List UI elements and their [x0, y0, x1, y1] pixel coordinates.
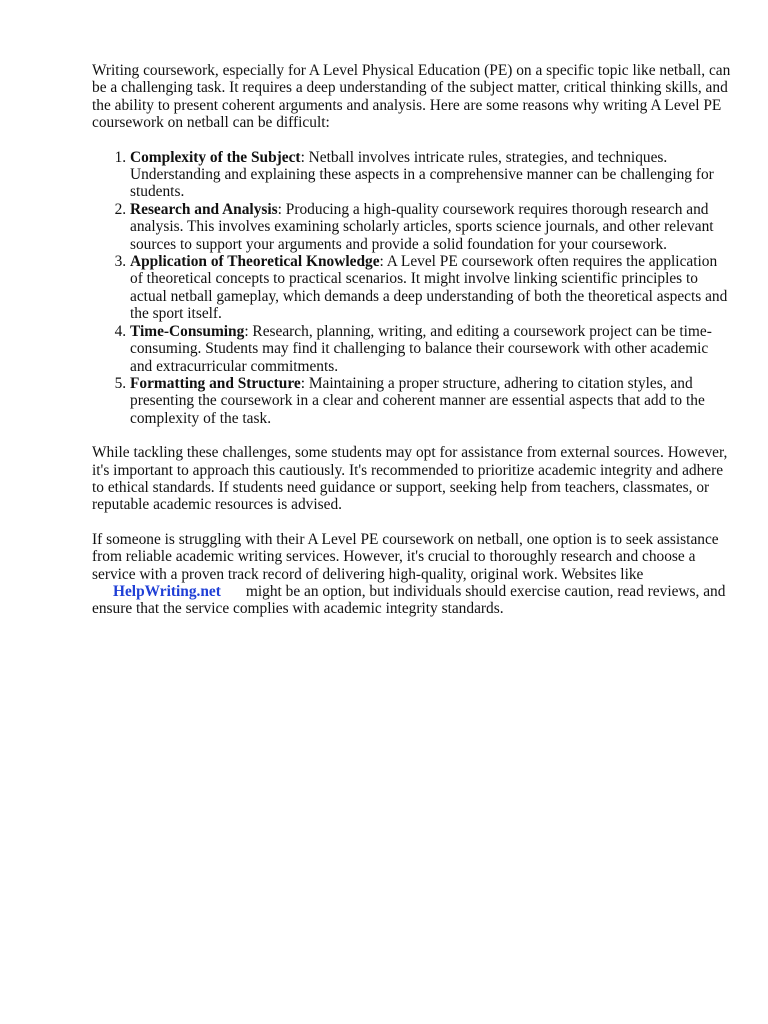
list-item-text: : Producing a high-quality coursework requires thorough research and analysis. This involves examining scholarly articles, sports science journals, and other relevant sources to support your arguments and provide a solid foundation for your coursework. [130, 200, 714, 253]
list-item [130, 149, 732, 201]
list-item [130, 375, 732, 427]
list-item-term: Time-Consuming [130, 322, 245, 340]
assistance-paragraph: While tackling these challenges, some students may opt for assistance from external sources. However, it's important to approach this cautiously. It's recommended to prioritize academic integrity and adhere to ethical standards. If students need guidance or support, seeking help from teachers, classmates, or reputable academic resources is advised. [92, 444, 728, 514]
document-body [92, 62, 732, 618]
intro-paragraph: Writing coursework, especially for A Level Physical Education (PE) on a specific topic like netball, can be a challenging task. It requires a deep understanding of the subject matter, critical thinking skills, and the ability to present coherent arguments and analysis. Here are some reasons why writing A Level PE coursework on netball can be difficult: [92, 62, 731, 132]
list-item-term: Research and Analysis [130, 200, 278, 218]
list-item [130, 253, 732, 323]
list-item [130, 323, 732, 375]
services-paragraph-text-continued: might be an option, but individuals should exercise caution, read reviews, and ensure that the service complies with academic integrity standards. [92, 582, 726, 618]
list-item-term: Complexity of the Subject [130, 148, 301, 166]
difficulty-list [92, 149, 732, 428]
services-paragraph [92, 531, 732, 618]
list-item-text: : A Level PE coursework often requires the application of theoretical concepts to practical scenarios. It might involve linking scientific principles to actual netball gameplay, which demands a deep understanding of both the theoretical aspects and the sport itself. [130, 253, 728, 323]
list-item-term: Application of Theoretical Knowledge [130, 253, 380, 271]
list-item-text: : Maintaining a proper structure, adhering to citation styles, and presenting the coursework in a clear and coherent manner are essential aspects that add to the complexity of the task. [130, 374, 705, 427]
list-item [130, 201, 732, 253]
services-paragraph-text: If someone is struggling with their A Level PE coursework on netball, one option is to seek assistance from reliable academic writing services. However, it's crucial to thoroughly research and choose a service with a proven track record of delivering high-quality, original work. Websites like [92, 530, 719, 583]
list-item-text: : Research, planning, writing, and editing a coursework project can be time-consuming. Students may find it challenging to balance their coursework with other academic and extracurricular commitments. [130, 322, 712, 375]
helpwriting-link[interactable]: HelpWriting.net [113, 582, 221, 600]
list-item-term: Formatting and Structure [130, 374, 301, 392]
list-item-text: : Netball involves intricate rules, strategies, and techniques. Understanding and explaining these aspects in a comprehensive manner can be challenging for students. [130, 148, 714, 201]
